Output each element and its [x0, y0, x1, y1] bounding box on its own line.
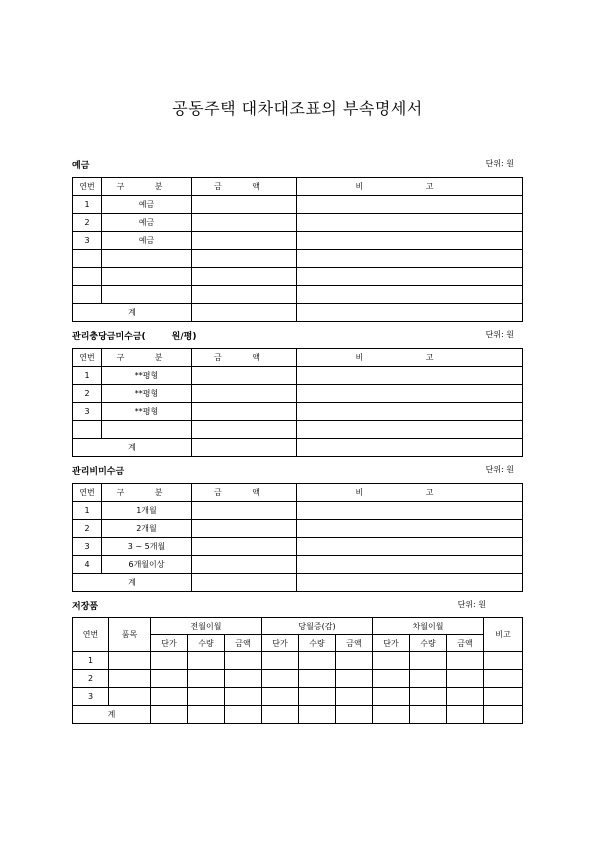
col-header-item: 품목: [109, 618, 151, 652]
note-cell[interactable]: [297, 403, 523, 421]
col-header-no: 연번: [73, 618, 109, 652]
cell[interactable]: [373, 652, 410, 670]
cell[interactable]: [151, 652, 188, 670]
sub-header-qty: 수량: [410, 635, 447, 652]
cell[interactable]: [410, 652, 447, 670]
sub-header-qty: 수량: [188, 635, 225, 652]
table-row: [73, 538, 523, 556]
table-row: [73, 268, 523, 286]
col-header-amount: 금 액: [192, 349, 297, 367]
note-cell[interactable]: [297, 421, 523, 439]
total-label: 계: [73, 439, 192, 457]
table-row: [73, 520, 523, 538]
section-header-stock: [72, 599, 522, 613]
col-header-next: 차월이월: [373, 618, 484, 635]
amount-cell[interactable]: [192, 520, 297, 538]
sub-header-money: 금액: [336, 635, 373, 652]
cell[interactable]: [336, 688, 373, 706]
sub-header-qty: 수량: [299, 635, 336, 652]
table-header-row: [73, 484, 523, 502]
section-title: [72, 329, 196, 342]
total-label: 계: [73, 706, 151, 724]
cell[interactable]: [109, 688, 151, 706]
col-header-note: 비 고: [297, 349, 523, 367]
table-row: [73, 250, 523, 268]
cell[interactable]: [484, 670, 523, 688]
note-cell[interactable]: [297, 385, 523, 403]
unit-label: 단위: 원: [485, 330, 514, 339]
row-name: 예금: [102, 232, 192, 250]
cell[interactable]: [188, 688, 225, 706]
row-no: 2: [73, 520, 102, 538]
amount-cell[interactable]: [192, 556, 297, 574]
cell[interactable]: [410, 706, 447, 724]
fees-table: [72, 483, 523, 592]
cell[interactable]: [299, 670, 336, 688]
section-title-main: 관리충당금미수금(: [72, 332, 146, 342]
amount-cell[interactable]: [192, 250, 297, 268]
row-no: 3: [73, 688, 109, 706]
row-name: 6개월이상: [102, 556, 192, 574]
cell[interactable]: [188, 670, 225, 688]
note-cell[interactable]: [297, 556, 523, 574]
row-no: [73, 250, 102, 268]
page-title: 공동주택 대차대조표의 부속명세서: [172, 99, 423, 118]
row-no: 2: [73, 670, 109, 688]
cell[interactable]: [484, 706, 523, 724]
table-row: [73, 214, 523, 232]
cell[interactable]: [151, 688, 188, 706]
table-row: [73, 670, 523, 688]
total-row: [73, 439, 523, 457]
total-note[interactable]: [297, 574, 523, 592]
section-title: 관리비미수금: [72, 467, 125, 477]
row-name: [102, 286, 192, 304]
cell[interactable]: [299, 652, 336, 670]
cell[interactable]: [151, 706, 188, 724]
sub-header-unit-price: 단가: [151, 635, 188, 652]
total-note[interactable]: [297, 304, 523, 322]
cell[interactable]: [299, 706, 336, 724]
row-name: **평형: [102, 367, 192, 385]
total-row: [73, 706, 523, 724]
note-cell[interactable]: [297, 538, 523, 556]
deposits-table: [72, 177, 523, 322]
note-cell[interactable]: [297, 268, 523, 286]
cell[interactable]: [225, 688, 262, 706]
row-name: [102, 250, 192, 268]
note-cell[interactable]: [297, 250, 523, 268]
table-header-row: [73, 618, 523, 635]
amount-cell[interactable]: [192, 232, 297, 250]
row-no: 3: [73, 232, 102, 250]
col-header-curr: 당월증(감): [262, 618, 373, 635]
amount-cell[interactable]: [192, 403, 297, 421]
row-no: 1: [73, 502, 102, 520]
cell[interactable]: [151, 670, 188, 688]
total-amount[interactable]: [192, 574, 297, 592]
section-title: 저장품: [72, 602, 99, 612]
cell[interactable]: [447, 706, 484, 724]
cell[interactable]: [188, 706, 225, 724]
unit-label: 단위: 원: [457, 600, 486, 609]
table-row: [73, 232, 523, 250]
cell[interactable]: [225, 652, 262, 670]
note-cell[interactable]: [297, 196, 523, 214]
cell[interactable]: [410, 688, 447, 706]
total-note[interactable]: [297, 439, 523, 457]
cell[interactable]: [225, 706, 262, 724]
cell[interactable]: [373, 670, 410, 688]
table-row: [73, 286, 523, 304]
table-row: [73, 385, 523, 403]
section-header-reserve: [72, 329, 522, 343]
cell[interactable]: [484, 688, 523, 706]
table-row: [73, 652, 523, 670]
cell[interactable]: [373, 706, 410, 724]
sub-header-unit-price: 단가: [373, 635, 410, 652]
total-amount[interactable]: [192, 439, 297, 457]
table-row: [73, 196, 523, 214]
note-cell[interactable]: [297, 502, 523, 520]
note-cell[interactable]: [297, 214, 523, 232]
total-amount[interactable]: [192, 304, 297, 322]
row-no: [73, 286, 102, 304]
row-no: 3: [73, 538, 102, 556]
unit-label: 단위: 원: [485, 159, 514, 168]
cell[interactable]: [336, 670, 373, 688]
row-name: 1개월: [102, 502, 192, 520]
amount-cell[interactable]: [192, 502, 297, 520]
note-cell[interactable]: [297, 232, 523, 250]
amount-cell[interactable]: [192, 421, 297, 439]
note-cell[interactable]: [297, 520, 523, 538]
cell[interactable]: [262, 688, 299, 706]
col-header-note: 비 고: [297, 178, 523, 196]
col-header-category: 구 분: [102, 178, 192, 196]
col-header-category: 구 분: [102, 349, 192, 367]
row-no: 1: [73, 652, 109, 670]
row-name: [102, 421, 192, 439]
cell[interactable]: [188, 652, 225, 670]
row-no: [73, 421, 102, 439]
table-header-row: [73, 349, 523, 367]
cell[interactable]: [262, 670, 299, 688]
cell[interactable]: [225, 670, 262, 688]
col-header-note: 비 고: [297, 484, 523, 502]
row-name: 예금: [102, 214, 192, 232]
cell[interactable]: [109, 652, 151, 670]
col-header-no: 연번: [73, 484, 102, 502]
table-row: [73, 367, 523, 385]
cell[interactable]: [262, 652, 299, 670]
table-header-row: [73, 178, 523, 196]
cell[interactable]: [336, 652, 373, 670]
cell[interactable]: [299, 688, 336, 706]
note-cell[interactable]: [297, 367, 523, 385]
amount-cell[interactable]: [192, 367, 297, 385]
sub-header-unit-price: 단가: [262, 635, 299, 652]
row-no: 2: [73, 214, 102, 232]
total-row: [73, 304, 523, 322]
row-name: 예금: [102, 196, 192, 214]
row-name: 3 ~ 5개월: [102, 538, 192, 556]
cell[interactable]: [447, 652, 484, 670]
section-title: 예금: [72, 161, 90, 171]
section-title-suffix: 원/평): [171, 332, 197, 342]
cell[interactable]: [373, 688, 410, 706]
amount-cell[interactable]: [192, 214, 297, 232]
total-row: [73, 574, 523, 592]
col-header-amount: 금 액: [192, 178, 297, 196]
table-row: [73, 403, 523, 421]
unit-label: 단위: 원: [485, 465, 514, 474]
sub-header-money: 금액: [225, 635, 262, 652]
table-row: [73, 502, 523, 520]
row-no: 3: [73, 403, 102, 421]
col-header-prev: 전월이월: [151, 618, 262, 635]
cell[interactable]: [262, 706, 299, 724]
amount-cell[interactable]: [192, 385, 297, 403]
section-header-deposits: [72, 158, 522, 172]
row-no: [73, 268, 102, 286]
col-header-category: 구 분: [102, 484, 192, 502]
cell[interactable]: [484, 652, 523, 670]
row-name: **평형: [102, 385, 192, 403]
row-no: 2: [73, 385, 102, 403]
cell[interactable]: [447, 688, 484, 706]
amount-cell[interactable]: [192, 538, 297, 556]
col-header-note: 비고: [484, 618, 523, 652]
row-name: **평형: [102, 403, 192, 421]
sub-header-money: 금액: [447, 635, 484, 652]
amount-cell[interactable]: [192, 268, 297, 286]
row-name: 2개월: [102, 520, 192, 538]
row-name: [102, 268, 192, 286]
col-header-no: 연번: [73, 349, 102, 367]
note-cell[interactable]: [297, 286, 523, 304]
section-header-fees: [72, 464, 522, 478]
amount-cell[interactable]: [192, 196, 297, 214]
total-label: 계: [73, 304, 192, 322]
row-no: 1: [73, 367, 102, 385]
amount-cell[interactable]: [192, 286, 297, 304]
cell[interactable]: [447, 670, 484, 688]
cell[interactable]: [410, 670, 447, 688]
table-row: [73, 556, 523, 574]
table-row: [73, 688, 523, 706]
cell[interactable]: [109, 670, 151, 688]
col-header-no: 연번: [73, 178, 102, 196]
col-header-amount: 금 액: [192, 484, 297, 502]
row-no: 4: [73, 556, 102, 574]
reserve-table: [72, 348, 523, 457]
cell[interactable]: [336, 706, 373, 724]
row-no: 1: [73, 196, 102, 214]
stock-table: [72, 617, 523, 724]
total-label: 계: [73, 574, 192, 592]
table-row: [73, 421, 523, 439]
